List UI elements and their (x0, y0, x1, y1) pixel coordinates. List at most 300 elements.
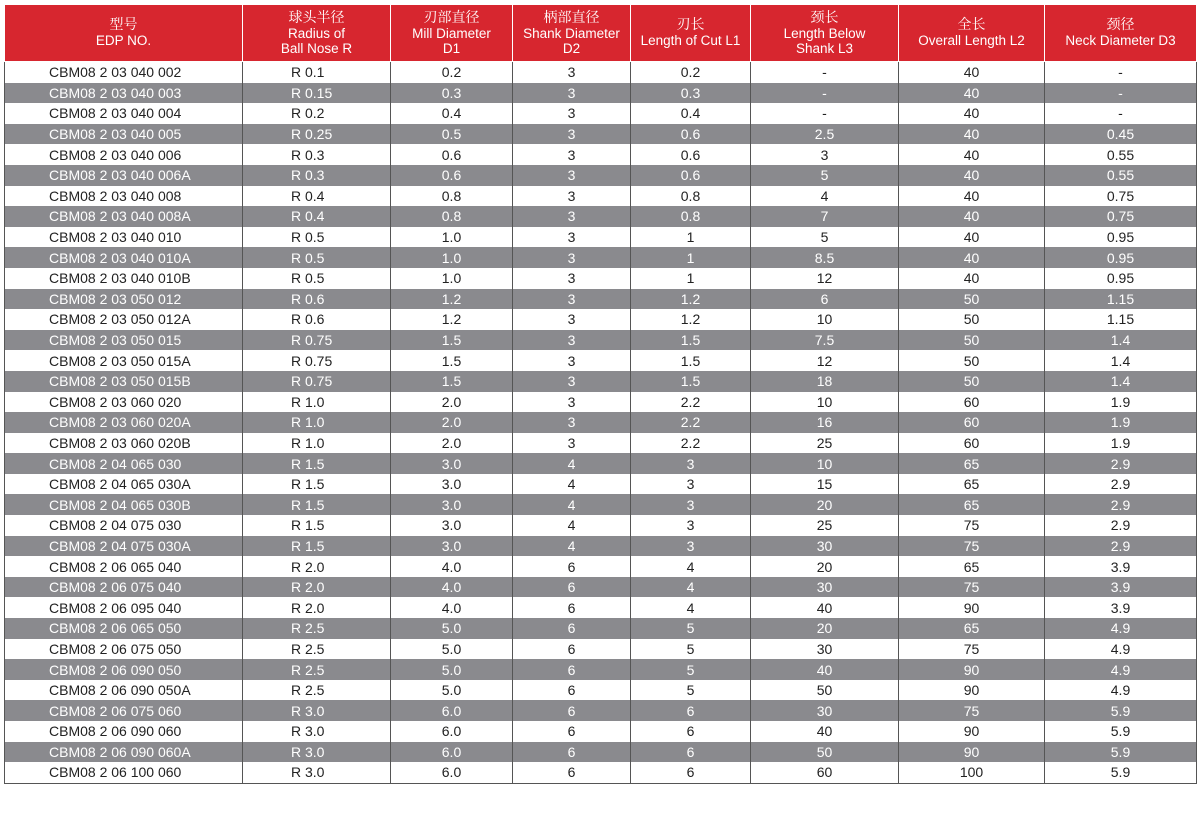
length-of-cut-cell: 2.2 (631, 392, 751, 413)
radius-cell: R 1.0 (243, 412, 391, 433)
neck-diameter-cell: 0.95 (1045, 247, 1197, 268)
overall-length-cell: 65 (899, 474, 1045, 495)
edp-cell: CBM08 2 06 075 060 (5, 700, 243, 721)
overall-length-cell: 40 (899, 83, 1045, 104)
edp-cell: CBM08 2 04 075 030 (5, 515, 243, 536)
mill-diameter-cell: 5.0 (391, 618, 513, 639)
mill-diameter-cell: 0.6 (391, 165, 513, 186)
neck-diameter-cell: 2.9 (1045, 515, 1197, 536)
length-below-shank-cell: 7.5 (751, 330, 899, 351)
length-below-shank-cell: 4 (751, 186, 899, 207)
overall-length-cell: 40 (899, 268, 1045, 289)
shank-diameter-cell: 3 (513, 227, 631, 248)
edp-cell: CBM08 2 03 050 012A (5, 309, 243, 330)
mill-diameter-cell: 6.0 (391, 721, 513, 742)
radius-cell: R 2.0 (243, 556, 391, 577)
shank-diameter-cell: 4 (513, 515, 631, 536)
length-of-cut-cell: 0.2 (631, 62, 751, 83)
mill-diameter-cell: 5.0 (391, 639, 513, 660)
header-label-en: Shank Diameter D2 (523, 25, 620, 56)
radius-cell: R 2.5 (243, 618, 391, 639)
overall-length-cell: 50 (899, 309, 1045, 330)
neck-diameter-cell: - (1045, 103, 1197, 124)
mill-diameter-cell: 0.3 (391, 83, 513, 104)
radius-cell: R 2.0 (243, 597, 391, 618)
radius-cell: R 0.3 (243, 144, 391, 165)
length-of-cut-cell: 1.2 (631, 289, 751, 310)
mill-diameter-cell: 5.0 (391, 680, 513, 701)
neck-diameter-cell: 4.9 (1045, 618, 1197, 639)
neck-diameter-cell: 0.95 (1045, 227, 1197, 248)
length-below-shank-cell: 30 (751, 577, 899, 598)
length-below-shank-cell: 60 (751, 762, 899, 783)
mill-diameter-cell: 1.2 (391, 289, 513, 310)
length-of-cut-cell: 3 (631, 494, 751, 515)
edp-cell: CBM08 2 03 040 010B (5, 268, 243, 289)
header-overall-length (899, 5, 1045, 62)
neck-diameter-cell: 0.45 (1045, 124, 1197, 145)
length-of-cut-cell: 0.6 (631, 124, 751, 145)
overall-length-cell: 40 (899, 165, 1045, 186)
length-of-cut-cell: 0.6 (631, 165, 751, 186)
overall-length-cell: 50 (899, 289, 1045, 310)
radius-cell: R 2.5 (243, 659, 391, 680)
header-row (5, 5, 1197, 62)
mill-diameter-cell: 1.2 (391, 309, 513, 330)
length-of-cut-cell: 5 (631, 618, 751, 639)
neck-diameter-cell: 3.9 (1045, 597, 1197, 618)
edp-cell: CBM08 2 03 050 015A (5, 350, 243, 371)
edp-cell: CBM08 2 03 040 004 (5, 103, 243, 124)
neck-diameter-cell: - (1045, 83, 1197, 104)
length-below-shank-cell: 40 (751, 597, 899, 618)
header-neck-diameter (1045, 5, 1197, 62)
length-of-cut-cell: 1.2 (631, 309, 751, 330)
length-of-cut-cell: 3 (631, 515, 751, 536)
mill-diameter-cell: 2.0 (391, 433, 513, 454)
radius-cell: R 0.75 (243, 371, 391, 392)
length-of-cut-cell: 4 (631, 577, 751, 598)
radius-cell: R 0.25 (243, 124, 391, 145)
mill-diameter-cell: 4.0 (391, 556, 513, 577)
length-below-shank-cell: 50 (751, 742, 899, 763)
mill-diameter-cell: 0.8 (391, 186, 513, 207)
radius-cell: R 0.3 (243, 165, 391, 186)
table-row (5, 618, 1197, 639)
overall-length-cell: 50 (899, 371, 1045, 392)
header-label-zh: 刃长 (676, 17, 705, 33)
mill-diameter-cell: 6.0 (391, 700, 513, 721)
neck-diameter-cell: 1.9 (1045, 433, 1197, 454)
length-of-cut-cell: 2.2 (631, 433, 751, 454)
header-label-zh: 刃部直径 (423, 9, 480, 26)
overall-length-cell: 60 (899, 392, 1045, 413)
overall-length-cell: 40 (899, 186, 1045, 207)
shank-diameter-cell: 6 (513, 680, 631, 701)
edp-cell: CBM08 2 04 075 030A (5, 536, 243, 557)
spec-table (4, 4, 1197, 784)
shank-diameter-cell: 6 (513, 556, 631, 577)
edp-cell: CBM08 2 06 095 040 (5, 597, 243, 618)
table-row (5, 515, 1197, 536)
length-of-cut-cell: 0.8 (631, 206, 751, 227)
neck-diameter-cell: 1.15 (1045, 289, 1197, 310)
length-below-shank-cell: 8.5 (751, 247, 899, 268)
mill-diameter-cell: 2.0 (391, 412, 513, 433)
edp-cell: CBM08 2 03 060 020A (5, 412, 243, 433)
shank-diameter-cell: 6 (513, 577, 631, 598)
header-label-en: Overall Length L2 (918, 33, 1025, 48)
overall-length-cell: 75 (899, 515, 1045, 536)
length-below-shank-cell: 25 (751, 433, 899, 454)
length-of-cut-cell: 1.5 (631, 371, 751, 392)
radius-cell: R 0.6 (243, 309, 391, 330)
shank-diameter-cell: 4 (513, 494, 631, 515)
neck-diameter-cell: 4.9 (1045, 659, 1197, 680)
overall-length-cell: 40 (899, 144, 1045, 165)
length-of-cut-cell: 4 (631, 597, 751, 618)
overall-length-cell: 75 (899, 536, 1045, 557)
length-below-shank-cell: 2.5 (751, 124, 899, 145)
overall-length-cell: 90 (899, 659, 1045, 680)
edp-cell: CBM08 2 04 065 030 (5, 453, 243, 474)
overall-length-cell: 40 (899, 227, 1045, 248)
edp-cell: CBM08 2 03 040 006 (5, 144, 243, 165)
length-below-shank-cell: 20 (751, 494, 899, 515)
neck-diameter-cell: 3.9 (1045, 577, 1197, 598)
length-below-shank-cell: 20 (751, 618, 899, 639)
edp-cell: CBM08 2 06 065 040 (5, 556, 243, 577)
length-below-shank-cell: 30 (751, 536, 899, 557)
mill-diameter-cell: 1.0 (391, 268, 513, 289)
length-of-cut-cell: 3 (631, 453, 751, 474)
header-radius (243, 5, 391, 62)
edp-cell: CBM08 2 04 065 030A (5, 474, 243, 495)
edp-cell: CBM08 2 06 090 050 (5, 659, 243, 680)
edp-cell: CBM08 2 03 050 015 (5, 330, 243, 351)
table-row (5, 433, 1197, 454)
overall-length-cell: 75 (899, 577, 1045, 598)
edp-cell: CBM08 2 06 090 060 (5, 721, 243, 742)
length-of-cut-cell: 6 (631, 762, 751, 783)
length-below-shank-cell: 40 (751, 659, 899, 680)
neck-diameter-cell: 0.55 (1045, 165, 1197, 186)
length-of-cut-cell: 6 (631, 742, 751, 763)
neck-diameter-cell: 5.9 (1045, 700, 1197, 721)
length-of-cut-cell: 0.6 (631, 144, 751, 165)
edp-cell: CBM08 2 03 050 015B (5, 371, 243, 392)
length-of-cut-cell: 5 (631, 659, 751, 680)
radius-cell: R 3.0 (243, 700, 391, 721)
overall-length-cell: 90 (899, 721, 1045, 742)
mill-diameter-cell: 6.0 (391, 762, 513, 783)
length-of-cut-cell: 1.5 (631, 350, 751, 371)
length-below-shank-cell: 20 (751, 556, 899, 577)
table-row (5, 392, 1197, 413)
table-row (5, 597, 1197, 618)
overall-length-cell: 50 (899, 330, 1045, 351)
neck-diameter-cell: 0.75 (1045, 206, 1197, 227)
table-row (5, 577, 1197, 598)
overall-length-cell: 65 (899, 494, 1045, 515)
radius-cell: R 2.0 (243, 577, 391, 598)
neck-diameter-cell: 4.9 (1045, 639, 1197, 660)
radius-cell: R 1.5 (243, 474, 391, 495)
shank-diameter-cell: 3 (513, 186, 631, 207)
radius-cell: R 0.5 (243, 227, 391, 248)
edp-cell: CBM08 2 06 075 040 (5, 577, 243, 598)
shank-diameter-cell: 3 (513, 371, 631, 392)
mill-diameter-cell: 1.5 (391, 330, 513, 351)
overall-length-cell: 65 (899, 556, 1045, 577)
table-row (5, 103, 1197, 124)
edp-cell: CBM08 2 03 050 012 (5, 289, 243, 310)
length-below-shank-cell: - (751, 103, 899, 124)
radius-cell: R 1.5 (243, 494, 391, 515)
shank-diameter-cell: 3 (513, 83, 631, 104)
header-mill-diameter (391, 5, 513, 62)
mill-diameter-cell: 3.0 (391, 474, 513, 495)
shank-diameter-cell: 4 (513, 453, 631, 474)
length-below-shank-cell: 5 (751, 165, 899, 186)
header-label-en: Neck Diameter D3 (1065, 33, 1176, 48)
neck-diameter-cell: 2.9 (1045, 536, 1197, 557)
table-row (5, 412, 1197, 433)
edp-cell: CBM08 2 04 065 030B (5, 494, 243, 515)
shank-diameter-cell: 3 (513, 103, 631, 124)
length-below-shank-cell: 16 (751, 412, 899, 433)
shank-diameter-cell: 6 (513, 597, 631, 618)
edp-cell: CBM08 2 03 040 010A (5, 247, 243, 268)
overall-length-cell: 60 (899, 412, 1045, 433)
header-label-en: Length Below Shank L3 (783, 25, 866, 56)
overall-length-cell: 75 (899, 639, 1045, 660)
shank-diameter-cell: 4 (513, 536, 631, 557)
neck-diameter-cell: 1.9 (1045, 392, 1197, 413)
mill-diameter-cell: 0.2 (391, 62, 513, 83)
shank-diameter-cell: 3 (513, 165, 631, 186)
overall-length-cell: 65 (899, 453, 1045, 474)
mill-diameter-cell: 3.0 (391, 515, 513, 536)
shank-diameter-cell: 3 (513, 289, 631, 310)
neck-diameter-cell: 5.9 (1045, 762, 1197, 783)
length-of-cut-cell: 5 (631, 680, 751, 701)
shank-diameter-cell: 3 (513, 392, 631, 413)
table-row (5, 186, 1197, 207)
length-of-cut-cell: 1 (631, 227, 751, 248)
edp-cell: CBM08 2 06 075 050 (5, 639, 243, 660)
header-shank-diameter (513, 5, 631, 62)
shank-diameter-cell: 6 (513, 639, 631, 660)
length-of-cut-cell: 0.4 (631, 103, 751, 124)
overall-length-cell: 75 (899, 700, 1045, 721)
mill-diameter-cell: 4.0 (391, 577, 513, 598)
header-length-of-cut (631, 5, 751, 62)
overall-length-cell: 60 (899, 433, 1045, 454)
header-label-zh: 柄部直径 (543, 9, 600, 26)
mill-diameter-cell: 4.0 (391, 597, 513, 618)
table-row (5, 350, 1197, 371)
overall-length-cell: 65 (899, 618, 1045, 639)
neck-diameter-cell: 0.55 (1045, 144, 1197, 165)
table-row (5, 62, 1197, 83)
neck-diameter-cell: 1.9 (1045, 412, 1197, 433)
length-of-cut-cell: 1.5 (631, 330, 751, 351)
length-of-cut-cell: 3 (631, 536, 751, 557)
neck-diameter-cell: 4.9 (1045, 680, 1197, 701)
shank-diameter-cell: 6 (513, 762, 631, 783)
table-header (5, 5, 1197, 62)
table-row (5, 83, 1197, 104)
header-label-zh: 颈径 (1106, 17, 1135, 33)
overall-length-cell: 90 (899, 742, 1045, 763)
mill-diameter-cell: 5.0 (391, 659, 513, 680)
length-of-cut-cell: 6 (631, 721, 751, 742)
neck-diameter-cell: 2.9 (1045, 474, 1197, 495)
radius-cell: R 2.5 (243, 680, 391, 701)
radius-cell: R 2.5 (243, 639, 391, 660)
header-label-zh: 型号 (109, 17, 138, 33)
radius-cell: R 0.4 (243, 206, 391, 227)
edp-cell: CBM08 2 06 090 060A (5, 742, 243, 763)
overall-length-cell: 90 (899, 680, 1045, 701)
radius-cell: R 1.0 (243, 433, 391, 454)
table-row (5, 721, 1197, 742)
mill-diameter-cell: 0.6 (391, 144, 513, 165)
length-of-cut-cell: 4 (631, 556, 751, 577)
edp-cell: CBM08 2 03 060 020 (5, 392, 243, 413)
length-of-cut-cell: 1 (631, 268, 751, 289)
edp-cell: CBM08 2 03 060 020B (5, 433, 243, 454)
table-row (5, 247, 1197, 268)
neck-diameter-cell: 0.75 (1045, 186, 1197, 207)
radius-cell: R 1.5 (243, 515, 391, 536)
mill-diameter-cell: 3.0 (391, 453, 513, 474)
header-label-en: Length of Cut L1 (640, 33, 741, 48)
length-below-shank-cell: 10 (751, 309, 899, 330)
mill-diameter-cell: 1.5 (391, 371, 513, 392)
overall-length-cell: 40 (899, 206, 1045, 227)
neck-diameter-cell: 0.95 (1045, 268, 1197, 289)
header-edp-no (5, 5, 243, 62)
length-below-shank-cell: 12 (751, 350, 899, 371)
length-below-shank-cell: - (751, 83, 899, 104)
length-below-shank-cell: 7 (751, 206, 899, 227)
overall-length-cell: 90 (899, 597, 1045, 618)
shank-diameter-cell: 3 (513, 330, 631, 351)
neck-diameter-cell: 3.9 (1045, 556, 1197, 577)
radius-cell: R 3.0 (243, 762, 391, 783)
length-below-shank-cell: 30 (751, 639, 899, 660)
edp-cell: CBM08 2 06 100 060 (5, 762, 243, 783)
shank-diameter-cell: 6 (513, 700, 631, 721)
table-row (5, 680, 1197, 701)
shank-diameter-cell: 3 (513, 247, 631, 268)
header-label-zh: 球头半径 (288, 9, 345, 26)
header-label-zh: 全长 (957, 17, 986, 33)
table-row (5, 639, 1197, 660)
shank-diameter-cell: 6 (513, 721, 631, 742)
table-row (5, 227, 1197, 248)
shank-diameter-cell: 3 (513, 350, 631, 371)
table-row (5, 474, 1197, 495)
radius-cell: R 0.5 (243, 247, 391, 268)
radius-cell: R 0.4 (243, 186, 391, 207)
length-below-shank-cell: 40 (751, 721, 899, 742)
length-below-shank-cell: 5 (751, 227, 899, 248)
table-row (5, 453, 1197, 474)
neck-diameter-cell: 1.4 (1045, 350, 1197, 371)
length-below-shank-cell: 25 (751, 515, 899, 536)
shank-diameter-cell: 3 (513, 268, 631, 289)
radius-cell: R 1.5 (243, 453, 391, 474)
length-below-shank-cell: 6 (751, 289, 899, 310)
overall-length-cell: 40 (899, 124, 1045, 145)
length-below-shank-cell: - (751, 62, 899, 83)
table-row (5, 309, 1197, 330)
shank-diameter-cell: 3 (513, 433, 631, 454)
length-of-cut-cell: 5 (631, 639, 751, 660)
table-row (5, 144, 1197, 165)
table-body (5, 62, 1197, 784)
edp-cell: CBM08 2 06 065 050 (5, 618, 243, 639)
length-of-cut-cell: 0.8 (631, 186, 751, 207)
table-row (5, 371, 1197, 392)
neck-diameter-cell: 2.9 (1045, 494, 1197, 515)
shank-diameter-cell: 3 (513, 62, 631, 83)
shank-diameter-cell: 3 (513, 206, 631, 227)
edp-cell: CBM08 2 03 040 002 (5, 62, 243, 83)
mill-diameter-cell: 0.8 (391, 206, 513, 227)
radius-cell: R 0.6 (243, 289, 391, 310)
edp-cell: CBM08 2 03 040 010 (5, 227, 243, 248)
neck-diameter-cell: - (1045, 62, 1197, 83)
neck-diameter-cell: 5.9 (1045, 742, 1197, 763)
table-row (5, 124, 1197, 145)
length-below-shank-cell: 18 (751, 371, 899, 392)
header-label-zh: 颈长 (810, 9, 839, 26)
table-row (5, 659, 1197, 680)
edp-cell: CBM08 2 03 040 005 (5, 124, 243, 145)
header-label-en: EDP NO. (95, 33, 152, 48)
radius-cell: R 1.5 (243, 536, 391, 557)
edp-cell: CBM08 2 06 090 050A (5, 680, 243, 701)
neck-diameter-cell: 1.4 (1045, 330, 1197, 351)
shank-diameter-cell: 6 (513, 618, 631, 639)
shank-diameter-cell: 4 (513, 474, 631, 495)
length-below-shank-cell: 15 (751, 474, 899, 495)
overall-length-cell: 50 (899, 350, 1045, 371)
length-of-cut-cell: 1 (631, 247, 751, 268)
table-row (5, 700, 1197, 721)
table-row (5, 165, 1197, 186)
mill-diameter-cell: 2.0 (391, 392, 513, 413)
edp-cell: CBM08 2 03 040 006A (5, 165, 243, 186)
shank-diameter-cell: 3 (513, 309, 631, 330)
table-row (5, 268, 1197, 289)
length-of-cut-cell: 2.2 (631, 412, 751, 433)
edp-cell: CBM08 2 03 040 008A (5, 206, 243, 227)
neck-diameter-cell: 1.4 (1045, 371, 1197, 392)
length-below-shank-cell: 12 (751, 268, 899, 289)
table-row (5, 330, 1197, 351)
mill-diameter-cell: 1.0 (391, 247, 513, 268)
overall-length-cell: 40 (899, 103, 1045, 124)
neck-diameter-cell: 1.15 (1045, 309, 1197, 330)
radius-cell: R 3.0 (243, 721, 391, 742)
radius-cell: R 0.15 (243, 83, 391, 104)
length-below-shank-cell: 10 (751, 453, 899, 474)
